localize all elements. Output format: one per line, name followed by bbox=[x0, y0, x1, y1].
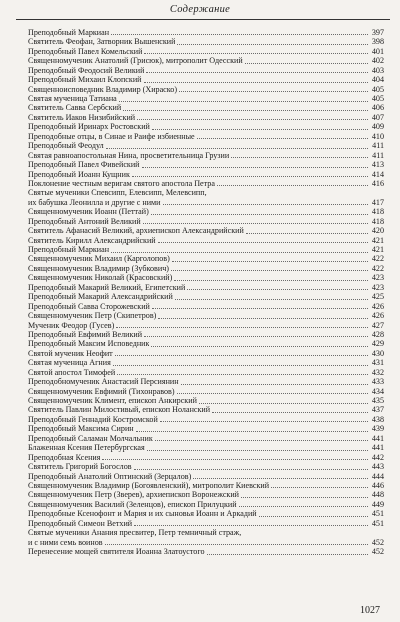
toc-entry bbox=[28, 47, 384, 56]
toc-entry-page: 438 bbox=[371, 414, 384, 424]
leader-dots bbox=[115, 355, 368, 356]
toc-entry bbox=[28, 273, 384, 282]
header-rule bbox=[16, 19, 390, 20]
toc-entry-page: 416 bbox=[371, 178, 384, 188]
toc-entry-title: Священномученик Евфимий (Тихонравов) bbox=[28, 386, 175, 396]
leader-dots bbox=[143, 223, 368, 224]
toc-entry-page: 409 bbox=[371, 122, 384, 132]
leader-dots bbox=[144, 82, 369, 83]
toc-entry-title: Священномученик Анатолий (Грисюк), митрополит Одесский bbox=[28, 56, 243, 66]
toc-entry-page: 414 bbox=[371, 169, 384, 179]
toc-entry-page: 428 bbox=[371, 329, 384, 339]
toc-entry-page: 422 bbox=[371, 254, 384, 264]
toc-entry bbox=[28, 321, 384, 330]
toc-entry bbox=[28, 37, 384, 46]
leader-dots bbox=[171, 270, 368, 271]
toc-entry-page: 405 bbox=[371, 84, 384, 94]
leader-dots bbox=[172, 261, 368, 262]
leader-dots bbox=[117, 374, 368, 375]
leader-dots bbox=[113, 365, 368, 366]
leader-dots bbox=[134, 525, 368, 526]
toc-entry-title: Священномученик Василий (Зеленцов), епископ Прилуцкий bbox=[28, 499, 237, 509]
toc-entry-title: Святитель Григорий Богослов bbox=[28, 462, 132, 472]
leader-dots bbox=[174, 280, 368, 281]
toc-entry-page: 423 bbox=[371, 282, 384, 292]
leader-dots bbox=[102, 459, 368, 460]
toc-entry-title: Святитель Павлин Милостивый, епископ Ноланский bbox=[28, 405, 211, 415]
toc-entry bbox=[28, 481, 384, 490]
toc-entry-page: 452 bbox=[371, 547, 384, 557]
toc-entry-title: Священномученик Владимир (Зубкович) bbox=[28, 263, 169, 273]
toc-entry-title: Преподобный Феодосий Великий bbox=[28, 65, 145, 75]
toc-entry bbox=[28, 75, 384, 84]
toc-entry-title: Преподобный Маркиан bbox=[28, 245, 110, 255]
toc-entry-page: 448 bbox=[371, 490, 384, 500]
toc-entry bbox=[28, 28, 384, 37]
toc-entry-page: 413 bbox=[371, 160, 384, 170]
page-number: 1027 bbox=[360, 605, 380, 616]
toc-entry bbox=[28, 387, 384, 396]
toc-entry-page: 427 bbox=[371, 320, 384, 330]
leader-dots bbox=[134, 469, 368, 470]
toc-entry-page: 418 bbox=[371, 216, 384, 226]
toc-entry-title: Преподобный Макарий Великий, Египетский bbox=[28, 282, 186, 292]
toc-entry bbox=[28, 292, 384, 301]
leader-dots bbox=[177, 393, 368, 394]
leader-dots bbox=[152, 129, 368, 130]
leader-dots bbox=[259, 516, 368, 517]
toc-entry-page: 403 bbox=[371, 65, 384, 75]
toc-entry-page: 417 bbox=[371, 197, 384, 207]
toc-entry bbox=[28, 66, 384, 75]
leader-dots bbox=[132, 176, 368, 177]
toc-entry-page: 435 bbox=[371, 396, 384, 406]
leader-dots bbox=[163, 204, 368, 205]
toc-entry-title: Святые мученики Анания пресвитер, Петр темничный страж, bbox=[28, 528, 242, 538]
toc-entry bbox=[28, 434, 384, 443]
toc-entry-page: 405 bbox=[371, 94, 384, 104]
toc-entry-page: 404 bbox=[371, 75, 384, 85]
toc-entry-title: Святая мученица Агния bbox=[28, 358, 111, 368]
toc-entry bbox=[28, 406, 384, 415]
toc-entry bbox=[28, 104, 384, 113]
toc-entry-title: Преподобный Саламан Молчальник bbox=[28, 433, 153, 443]
toc-entry-title: Святая равноапостольная Нина, просветительница Грузии bbox=[28, 150, 230, 160]
leader-dots bbox=[111, 252, 368, 253]
leader-dots bbox=[151, 346, 368, 347]
toc-entry-title: Святитель Кирилл Александрийский bbox=[28, 235, 156, 245]
leader-dots bbox=[147, 450, 368, 451]
leader-dots bbox=[123, 110, 368, 111]
toc-entry bbox=[28, 113, 384, 122]
toc-entry bbox=[28, 94, 384, 103]
toc-entry bbox=[28, 538, 384, 547]
toc-entry-title: Преподобный Савва Сторожевский bbox=[28, 301, 150, 311]
toc-entry bbox=[28, 519, 384, 528]
toc-entry-title: Преподобный Павел Фивейский bbox=[28, 160, 140, 170]
toc-entry-page: 446 bbox=[371, 480, 384, 490]
toc-entry bbox=[28, 151, 384, 160]
toc-entry-title: Святой мученик Неофит bbox=[28, 348, 113, 358]
toc-entry-page: 434 bbox=[371, 386, 384, 396]
toc-entry bbox=[28, 311, 384, 320]
leader-dots bbox=[177, 44, 368, 45]
toc-entry bbox=[28, 339, 384, 348]
toc-entry-page: 421 bbox=[371, 245, 384, 255]
toc-entry-page: 441 bbox=[371, 433, 384, 443]
toc-entry-page: 420 bbox=[371, 226, 384, 236]
toc-entry-title: Преподобный Маркиан bbox=[28, 27, 110, 37]
toc-entry-title: Святые мученики Спевсипп, Елевсипп, Мелевсипп, bbox=[28, 188, 207, 198]
toc-entry-title: Блаженная Ксения Петербургская bbox=[28, 443, 145, 453]
toc-entry-title: Преподобные Ксенофонт и Мария и их сыновья Иоанн и Аркадий bbox=[28, 509, 257, 519]
toc-entry-page: 422 bbox=[371, 263, 384, 273]
toc-entry-title: Преподобный Михаил Клопский bbox=[28, 75, 142, 85]
toc-entry-title: Святая мученица Татиана bbox=[28, 94, 117, 104]
leader-dots bbox=[111, 34, 368, 35]
leader-dots bbox=[246, 233, 368, 234]
leader-dots bbox=[151, 214, 368, 215]
toc-entry-title: Преподобный Евфимий Великий bbox=[28, 329, 143, 339]
leader-dots bbox=[241, 497, 368, 498]
leader-dots bbox=[136, 431, 368, 432]
toc-entry-page: 421 bbox=[371, 235, 384, 245]
leader-dots bbox=[193, 478, 368, 479]
toc-entry bbox=[28, 56, 384, 65]
toc-entry-title: Преподобный Анатолий Оптинский (Зерцалов) bbox=[28, 471, 192, 481]
toc-entry-title: Священномученик Михаил (Карголопов) bbox=[28, 254, 170, 264]
leader-dots bbox=[137, 119, 368, 120]
toc-entry bbox=[28, 160, 384, 169]
leader-dots bbox=[119, 101, 368, 102]
leader-dots bbox=[144, 53, 368, 54]
leader-dots bbox=[175, 299, 368, 300]
toc-entry bbox=[28, 85, 384, 94]
toc-entry bbox=[28, 500, 384, 509]
toc-entry bbox=[28, 264, 384, 273]
leader-dots bbox=[179, 91, 368, 92]
toc-entry-title: Священноисповедник Владимир (Хираско) bbox=[28, 84, 178, 94]
toc-entry bbox=[28, 443, 384, 452]
leader-dots bbox=[181, 384, 368, 385]
toc-entry-page: 449 bbox=[371, 499, 384, 509]
toc-entry-title: Святой апостол Тимофей bbox=[28, 367, 116, 377]
toc-entry-page: 418 bbox=[371, 207, 384, 217]
toc-entry-title: Преподобномученик Анастасий Персиянин bbox=[28, 377, 179, 387]
leader-dots bbox=[116, 327, 368, 328]
toc-entry bbox=[28, 170, 384, 179]
toc-entry-page: 451 bbox=[371, 509, 384, 519]
toc-entry bbox=[28, 217, 384, 226]
toc-entry-title: Преподобная Ксения bbox=[28, 452, 101, 462]
toc-entry bbox=[28, 330, 384, 339]
toc-entry-page: 406 bbox=[371, 103, 384, 113]
toc-entry bbox=[28, 255, 384, 264]
toc-entry-title: Священномученик Петр (Скипетров) bbox=[28, 311, 157, 321]
toc-entry-page: 442 bbox=[371, 452, 384, 462]
toc-entry bbox=[28, 462, 384, 471]
toc-entry-title: Преподобный Иринарх Ростовский bbox=[28, 122, 150, 132]
toc-entry-page: 402 bbox=[371, 56, 384, 66]
toc-entry bbox=[28, 472, 384, 481]
toc-entry-title: Священномученик Иоанн (Петтай) bbox=[28, 207, 149, 217]
toc-entry-title: Преподобный Максима Сирин bbox=[28, 424, 134, 434]
toc-entry-page: 407 bbox=[371, 112, 384, 122]
toc-entry-page: 411 bbox=[372, 141, 384, 151]
toc-entry-page: 426 bbox=[371, 301, 384, 311]
toc-entry-title: Священномученик Петр (Зверев), архиепископ Воронежский bbox=[28, 490, 240, 500]
toc-entry-title: Святитель Савва Сербский bbox=[28, 103, 122, 113]
toc-entry-title: Святитель Иаков Низибийский bbox=[28, 112, 136, 122]
toc-entry bbox=[28, 349, 384, 358]
toc-entry-title: Священномученик Владимир (Богоявленский), митрополит Киевский bbox=[28, 480, 270, 490]
leader-dots bbox=[155, 440, 368, 441]
toc-entry-page: 423 bbox=[371, 273, 384, 283]
toc-entry bbox=[28, 490, 384, 499]
toc-entry-page: 430 bbox=[371, 348, 384, 358]
toc-entry-page: 441 bbox=[371, 443, 384, 453]
table-of-contents bbox=[28, 28, 384, 557]
toc-entry bbox=[28, 528, 384, 537]
page-header-title: Содержание bbox=[169, 4, 231, 15]
leader-dots bbox=[212, 412, 368, 413]
leader-dots bbox=[106, 148, 368, 149]
toc-entry bbox=[28, 358, 384, 367]
leader-dots bbox=[152, 308, 368, 309]
toc-entry-title: Преподобный Макарий Александрийский bbox=[28, 292, 173, 302]
toc-entry-page: 452 bbox=[371, 537, 384, 547]
leader-dots bbox=[199, 403, 368, 404]
toc-entry-page: 433 bbox=[371, 377, 384, 387]
toc-entry-title: Преподобный Антоний Великий bbox=[28, 216, 141, 226]
toc-entry-page: 397 bbox=[371, 27, 384, 37]
toc-entry-title: Святитель Феофан, Затворник Вышенский bbox=[28, 37, 176, 47]
toc-entry-page: 401 bbox=[371, 46, 384, 56]
toc-entry-page: 432 bbox=[371, 367, 384, 377]
toc-entry-page: 429 bbox=[371, 339, 384, 349]
toc-entry-page: 451 bbox=[371, 518, 384, 528]
toc-entry-page: 444 bbox=[371, 471, 384, 481]
leader-dots bbox=[217, 185, 368, 186]
toc-entry bbox=[28, 179, 384, 188]
toc-entry-title: Святитель Афанасий Великий, архиепископ Александрийский bbox=[28, 226, 244, 236]
toc-entry-title: и с ними семь воинов bbox=[28, 537, 103, 547]
toc-entry-page: 431 bbox=[371, 358, 384, 368]
leader-dots bbox=[207, 554, 368, 555]
toc-entry-title: Преподобный Павел Комельский bbox=[28, 46, 143, 56]
toc-entry-title: их бабушка Леонилла и другие с ними bbox=[28, 197, 161, 207]
toc-entry bbox=[28, 283, 384, 292]
toc-entry bbox=[28, 453, 384, 462]
toc-entry-page: 398 bbox=[371, 37, 384, 47]
toc-entry-title: Мученик Феодор (Гусев) bbox=[28, 320, 115, 330]
leader-dots bbox=[160, 421, 368, 422]
leader-dots bbox=[231, 157, 368, 158]
toc-entry-page: 439 bbox=[371, 424, 384, 434]
toc-entry bbox=[28, 396, 384, 405]
leader-dots bbox=[146, 72, 368, 73]
toc-entry bbox=[28, 424, 384, 433]
toc-entry bbox=[28, 245, 384, 254]
leader-dots bbox=[158, 242, 368, 243]
leader-dots bbox=[271, 487, 368, 488]
leader-dots bbox=[245, 63, 368, 64]
leader-dots bbox=[142, 167, 368, 168]
toc-entry bbox=[28, 415, 384, 424]
toc-entry bbox=[28, 509, 384, 518]
toc-entry-title: Преподобный Феодул bbox=[28, 141, 104, 151]
toc-entry-title: Перенесение мощей святителя Иоанна Златоустого bbox=[28, 547, 205, 557]
toc-entry-title: Преподобный Иоанн Кущник bbox=[28, 169, 130, 179]
toc-entry-title: Священномученик Климент, епископ Анкирский bbox=[28, 396, 197, 406]
toc-entry bbox=[28, 132, 384, 141]
leader-dots bbox=[197, 138, 368, 139]
toc-entry bbox=[28, 226, 384, 235]
toc-entry bbox=[28, 368, 384, 377]
leader-dots bbox=[144, 336, 368, 337]
toc-entry bbox=[28, 122, 384, 131]
toc-entry bbox=[28, 377, 384, 386]
toc-entry bbox=[28, 302, 384, 311]
leader-dots bbox=[158, 318, 368, 319]
toc-entry-page: 426 bbox=[371, 311, 384, 321]
toc-entry-page: 443 bbox=[371, 462, 384, 472]
toc-entry-title: Преподобный Максим Исповедник bbox=[28, 339, 150, 349]
toc-entry-page: 425 bbox=[371, 292, 384, 302]
leader-dots bbox=[239, 506, 368, 507]
toc-entry bbox=[28, 188, 384, 197]
toc-entry bbox=[28, 547, 384, 556]
toc-entry-page: 437 bbox=[371, 405, 384, 415]
toc-entry-title: Преподобный Симеон Ветхий bbox=[28, 518, 133, 528]
toc-entry-title: Поклонение честным веригам святого апостола Петра bbox=[28, 178, 215, 188]
toc-entry bbox=[28, 207, 384, 216]
toc-entry bbox=[28, 141, 384, 150]
toc-entry bbox=[28, 236, 384, 245]
toc-entry bbox=[28, 198, 384, 207]
toc-entry-page: 410 bbox=[371, 131, 384, 141]
leader-dots bbox=[105, 544, 368, 545]
toc-entry-title: Священномученик Николай (Красовский) bbox=[28, 273, 173, 283]
leader-dots bbox=[187, 289, 368, 290]
toc-entry-title: Преподобный Геннадий Костромской bbox=[28, 414, 158, 424]
toc-entry-page: 411 bbox=[372, 150, 384, 160]
toc-entry-title: Преподобные отцы, в Синае и Раифе избиенные bbox=[28, 131, 195, 141]
